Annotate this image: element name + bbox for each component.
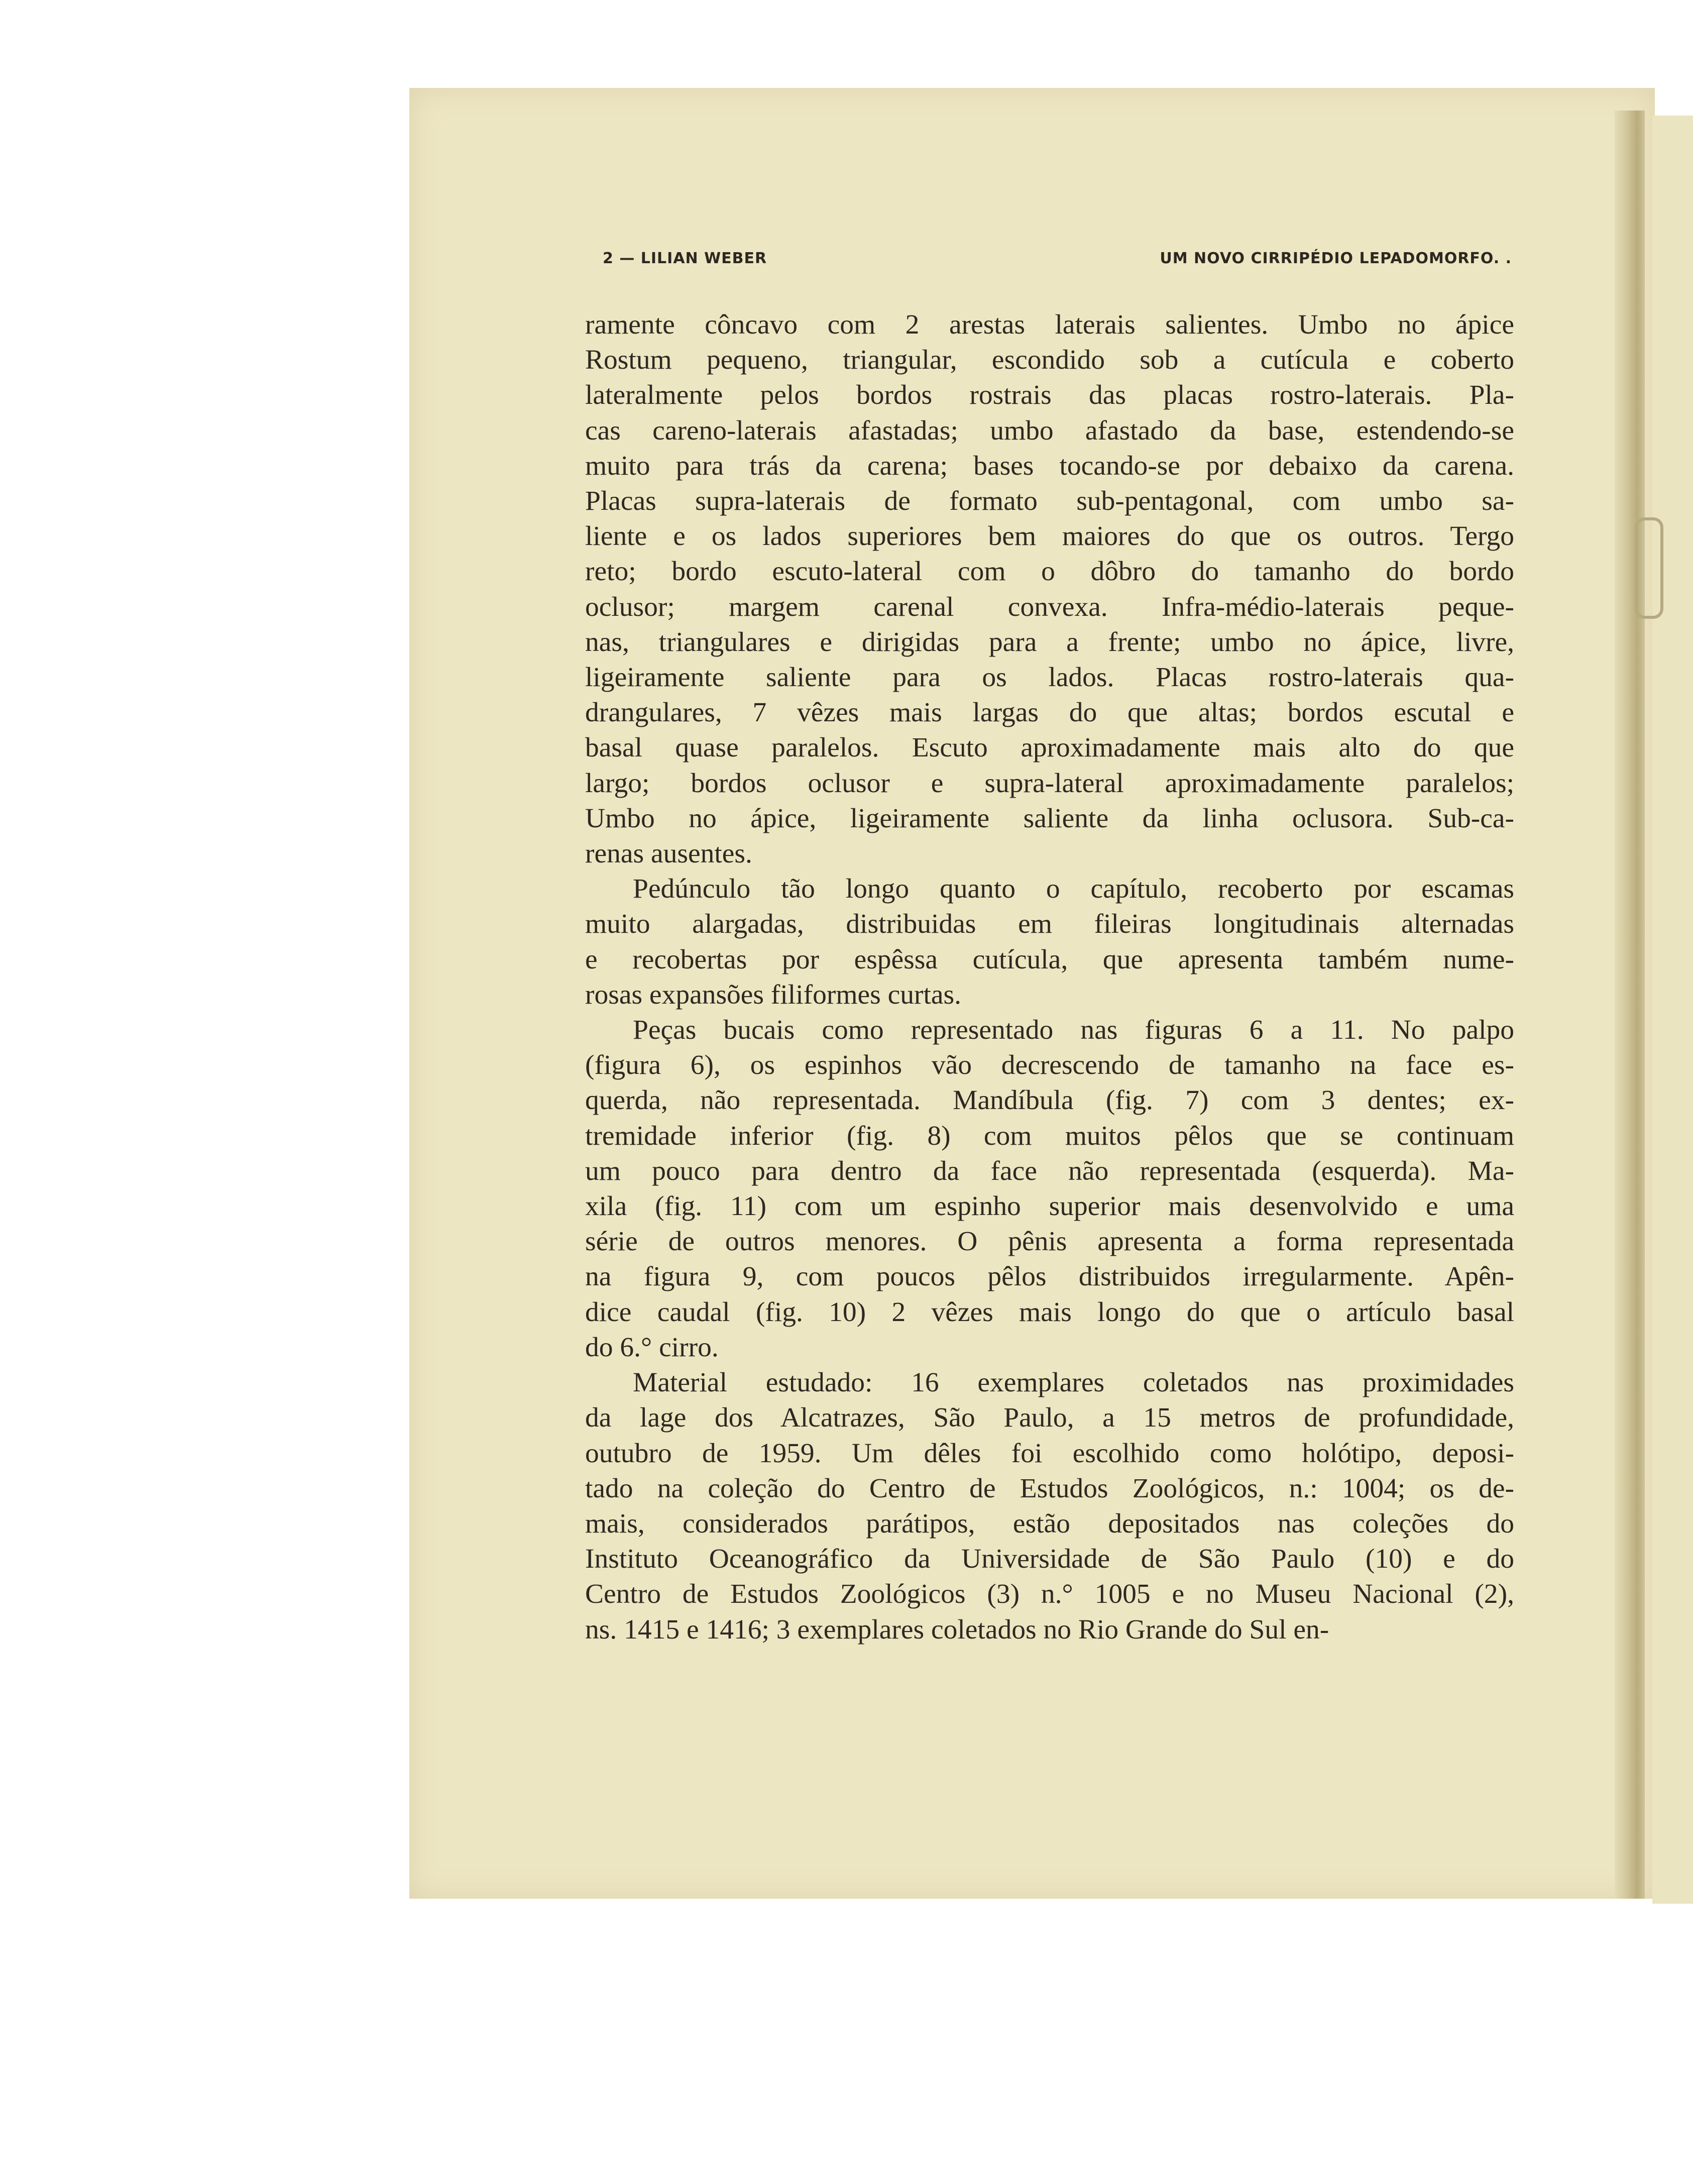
text-line: dice caudal (fig. 10) 2 vêzes mais longo do que o artículo basal xyxy=(585,1296,1514,1328)
text-line: rosas expansões filiformes curtas. xyxy=(585,979,962,1010)
text-line: na figura 9, com poucos pêlos distribuidos irregularmente. Apên- xyxy=(585,1261,1514,1292)
text-line: oclusor; margem carenal convexa. Infra-médio-laterais peque- xyxy=(585,591,1514,622)
text-line: reto; bordo escuto-lateral com o dôbro do tamanho do bordo xyxy=(585,556,1514,587)
paragraph-material xyxy=(585,1365,1514,1648)
paragraph-mouthparts xyxy=(585,1013,1514,1365)
running-header xyxy=(603,250,1512,275)
text-line: ramente côncavo com 2 arestas laterais salientes. Umbo no ápice xyxy=(585,309,1514,340)
text-line: querda, não representada. Mandíbula (fig. 7) com 3 dentes; ex- xyxy=(585,1085,1514,1116)
text-line: tremidade inferior (fig. 8) com muitos pêlos que se continuam xyxy=(585,1120,1514,1151)
text-line: Material estudado: 16 exemplares coletados nas proximidades xyxy=(633,1367,1514,1398)
text-line: Placas supra-laterais de formato sub-pentagonal, com umbo sa- xyxy=(585,486,1514,517)
text-line: Peças bucais como representado nas figuras 6 a 11. No palpo xyxy=(633,1015,1514,1046)
text-line: e recobertas por espêssa cutícula, que apresenta também nume- xyxy=(585,944,1514,975)
text-line: renas ausentes. xyxy=(585,838,752,869)
body-text xyxy=(585,307,1514,1648)
text-line: muito para trás da carena; bases tocando-se por debaixo da carena. xyxy=(585,450,1514,481)
paragraph-plate-description xyxy=(585,307,1514,871)
text-line: lateralmente pelos bordos rostrais das placas rostro-laterais. Pla- xyxy=(585,380,1514,411)
text-line: Centro de Estudos Zoológicos (3) n.° 1005 e no Museu Nacional (2), xyxy=(585,1579,1514,1610)
text-line: basal quase paralelos. Escuto aproximadamente mais alto do que xyxy=(585,732,1514,763)
text-line: série de outros menores. O pênis apresenta a forma representada xyxy=(585,1226,1514,1257)
paragraph-peduncle xyxy=(585,871,1514,1013)
text-line: Instituto Oceanográfico da Universidade de São Paulo (10) e do xyxy=(585,1544,1514,1575)
page-spine xyxy=(1615,111,1645,1899)
text-line: do 6.° cirro. xyxy=(585,1332,719,1363)
text-line: mais, considerados parátipos, estão depositados nas coleções do xyxy=(585,1508,1514,1539)
text-line: ligeiramente saliente para os lados. Placas rostro-laterais qua- xyxy=(585,662,1514,693)
staple xyxy=(1635,517,1663,619)
text-line: liente e os lados superiores bem maiores do que os outros. Tergo xyxy=(585,521,1514,552)
text-line: um pouco para dentro da face não representada (esquerda). Ma- xyxy=(585,1155,1514,1186)
text-line: xila (fig. 11) com um espinho superior mais desenvolvido e uma xyxy=(585,1191,1514,1222)
text-line: Umbo no ápice, ligeiramente saliente da linha oclusora. Sub-ca- xyxy=(585,803,1514,834)
text-line: Rostum pequeno, triangular, escondido sob a cutícula e coberto xyxy=(585,345,1514,376)
text-line: cas careno-laterais afastadas; umbo afastado da base, estendendo-se xyxy=(585,415,1514,446)
text-line: (figura 6), os espinhos vão decrescendo de tamanho na face es- xyxy=(585,1050,1514,1081)
text-line: Pedúnculo tão longo quanto o capítulo, recoberto por escamas xyxy=(633,873,1514,905)
text-line: muito alargadas, distribuidas em fileiras longitudinais alternadas xyxy=(585,909,1514,940)
text-line: largo; bordos oclusor e supra-lateral aproximadamente paralelos; xyxy=(585,768,1514,799)
text-line: tado na coleção do Centro de Estudos Zoológicos, n.: 1004; os de- xyxy=(585,1473,1514,1504)
text-line: drangulares, 7 vêzes mais largas do que altas; bordos escutal e xyxy=(585,697,1514,728)
adjacent-page-edge xyxy=(1652,116,1693,1904)
text-line: da lage dos Alcatrazes, São Paulo, a 15 metros de profundidade, xyxy=(585,1402,1514,1434)
header-title: UM NOVO CIRRIPÉDIO LEPADOMORFO. . xyxy=(1160,250,1512,267)
text-line: nas, triangulares e dirigidas para a frente; umbo no ápice, livre, xyxy=(585,626,1514,658)
header-author: 2 — LILIAN WEBER xyxy=(603,250,767,267)
text-line: ns. 1415 e 1416; 3 exemplares coletados no Rio Grande do Sul en- xyxy=(585,1614,1329,1645)
text-line: outubro de 1959. Um dêles foi escolhido como holótipo, deposi- xyxy=(585,1438,1514,1469)
